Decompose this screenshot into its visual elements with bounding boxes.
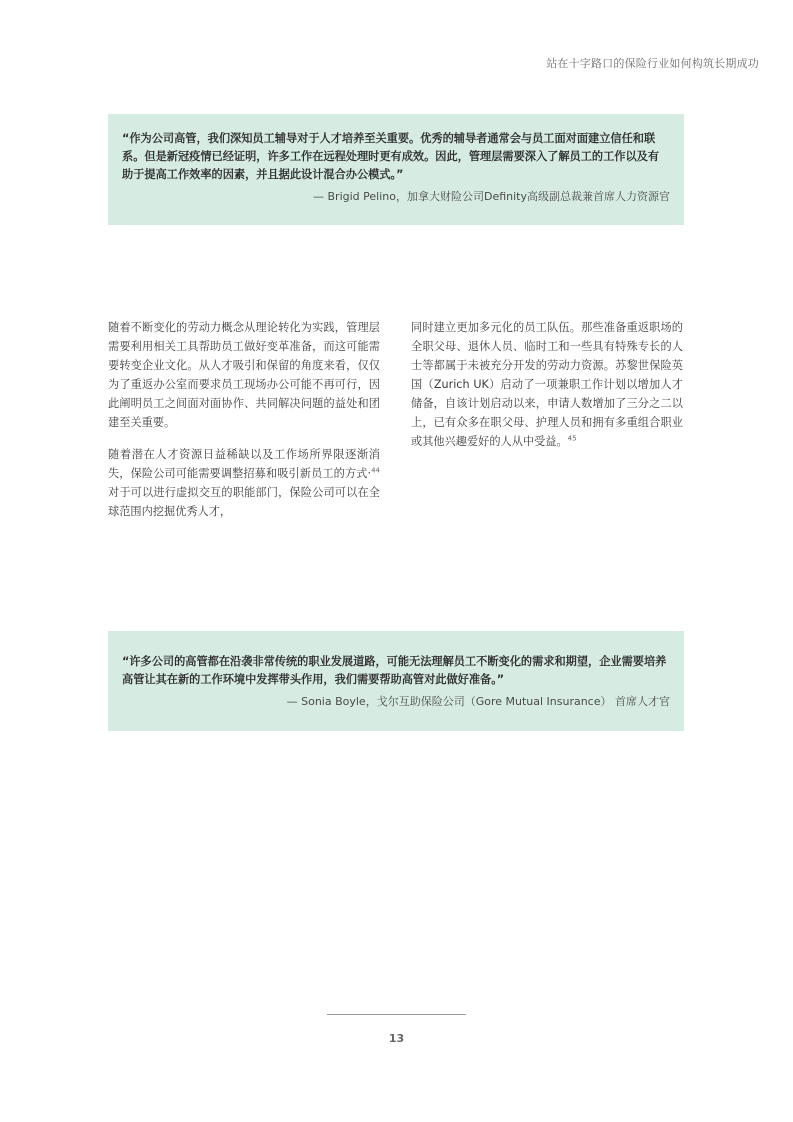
page-number: 13 [388,1032,405,1045]
pull-quote-attribution: — Brigid Pelino，加拿大财险公司Definity高级副总裁兼首席人力资源官 [313,190,670,203]
pull-quote-box [108,114,684,225]
body-text: 对于可以进行虚拟交互的职能部门，保险公司可以在全球范围内挖掘优秀人才， [108,486,380,518]
pull-quote-attribution: — Sonia Boyle，戈尔互助保险公司（Gore Mutual Insurance） 首席人才官 [286,695,670,708]
footer-divider [327,1014,466,1015]
running-header: 站在十字路口的保险行业如何构筑长期成功 [546,57,759,70]
body-paragraph [411,318,683,451]
body-text: 随着潜在人才资源日益稀缺以及工作场所界限逐渐消失，保险公司可能需要调整招募和吸引新员工的方式· [108,448,380,480]
pull-quote-text: “作为公司高管，我们深知员工辅导对于人才培养至关重要。优秀的辅导者通常会与员工面对面建立信任和联系。但是新冠疫情已经证明，许多工作在远程处理时更有成效。因此，管理层需要深入了解员工的工作以及有助于提高工作效率的因素，并且据此设计混合办公模式。” [122,132,660,181]
pull-quote-text: “许多公司的高管都在沿袭非常传统的职业发展道路，可能无法理解员工不断变化的需求和期望，企业需要培养高管让其在新的工作环境中发挥带头作用，我们需要帮助高管对此做好准备。” [122,655,667,686]
footnote-ref[interactable]: 45 [567,434,577,443]
body-paragraph: 随着不断变化的劳动力概念从理论转化为实践，管理层需要利用相关工具帮助员工做好变革准备，而这可能需要转变企业文化。从人才吸引和保留的角度来看，仅仅为了重返办公室而要求员工现场办公可能不再可行，因此阐明员工之间面对面协作、共同解决问题的益处和团建至关重要。 [108,321,380,429]
body-text: 同时建立更加多元化的员工队伍。那些准备重返职场的全职父母、退休人员、临时工和一些具有特殊专长的人士等都属于未被充分开发的劳动力资源。苏黎世保险英国（Zurich UK）启动了一项兼职工作计划以增加人才储备，自该计划启动以来，申请人数增加了三分之二以上，已有众多在职父母、护理人员和拥有多重组合职业或其他兴趣爱好的人从中受益。 [411,321,683,448]
body-column-left [108,318,380,534]
body-column-right [411,318,683,464]
body-paragraph [108,445,380,521]
pull-quote-box [108,631,684,731]
footnote-ref[interactable]: 44 [371,466,380,475]
